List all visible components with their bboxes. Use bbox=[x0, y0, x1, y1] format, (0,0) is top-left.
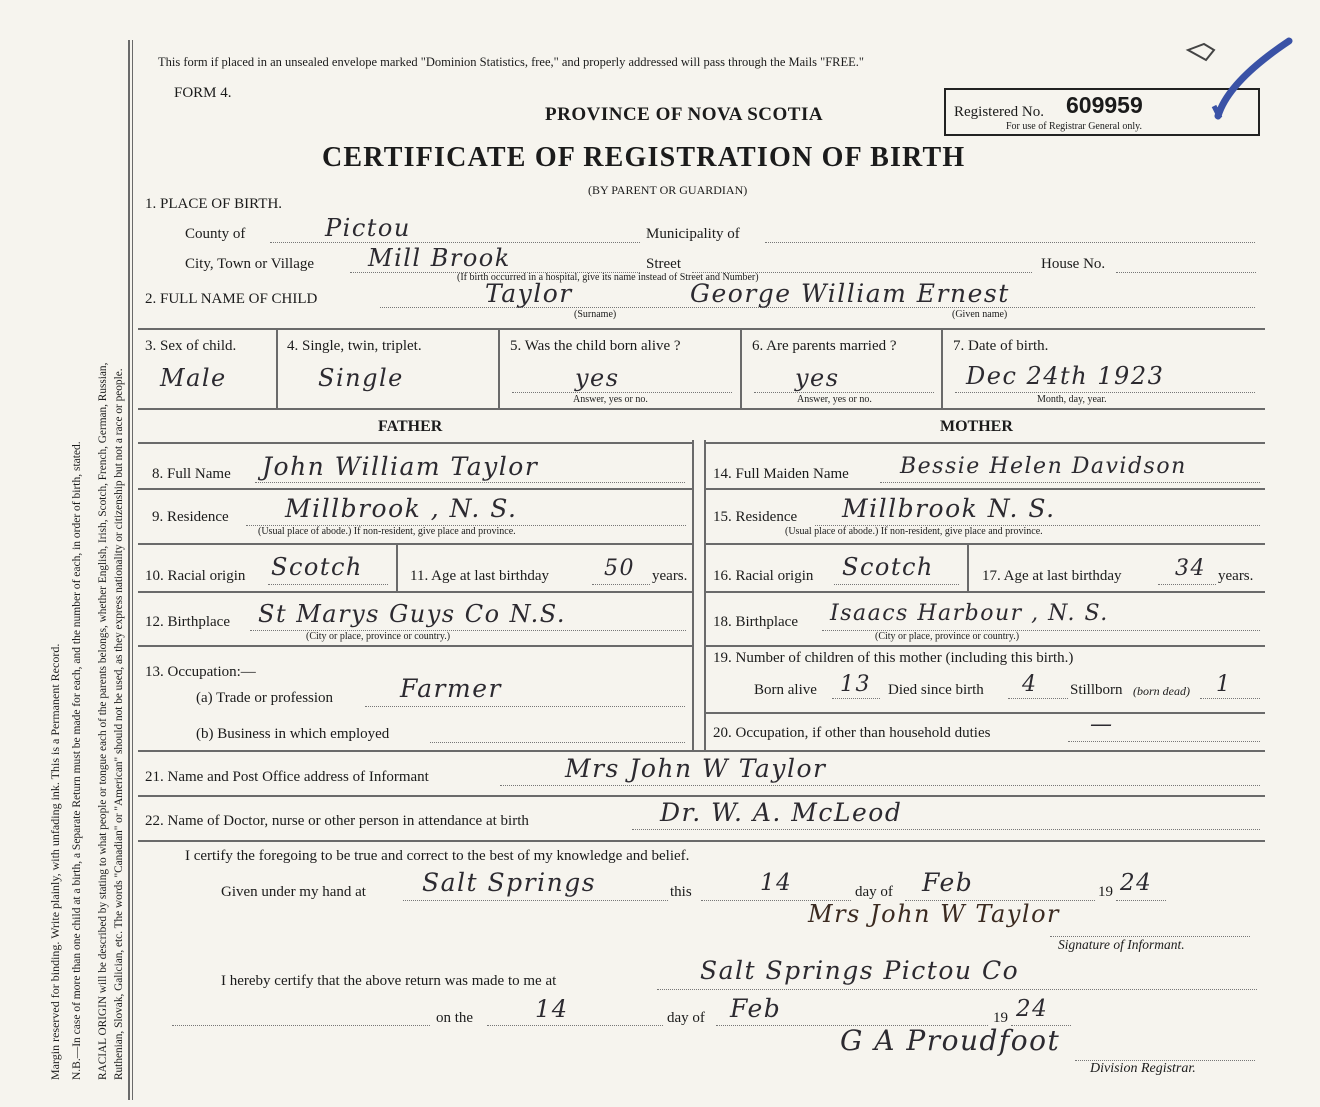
father-name-label: 8. Full Name bbox=[152, 466, 231, 482]
died-label: Died since birth bbox=[888, 682, 984, 698]
doctor-label: 22. Name of Doctor, nurse or other person in attendance at birth bbox=[145, 813, 529, 829]
certify-text: I certify the foregoing to be true and correct to the best of my knowledge and belief. bbox=[185, 848, 690, 864]
married-note: Answer, yes or no. bbox=[797, 394, 872, 405]
street-label: Street bbox=[646, 256, 681, 272]
reg-year-suffix: 24 bbox=[1016, 996, 1049, 1022]
given-day: 14 bbox=[760, 870, 793, 896]
city-label: City, Town or Village bbox=[185, 256, 315, 272]
doctor-value: Dr. W. A. McLeod bbox=[660, 798, 903, 827]
alive-value: yes bbox=[575, 364, 620, 392]
city-value: Mill Brook bbox=[368, 244, 511, 272]
year-prefix: 19 bbox=[1098, 884, 1113, 900]
margin-note-racial-1: RACIAL ORIGIN will be described by stating to what people or tongue each of the parents belongs, whether English, Irish, Scotch, French, German, Russian, bbox=[97, 362, 109, 1080]
registrar-place: Salt Springs Pictou Co bbox=[700, 956, 1020, 985]
born-alive-label: Born alive bbox=[754, 682, 817, 698]
stillborn-value: 1 bbox=[1216, 672, 1232, 697]
county-label: County of bbox=[185, 226, 246, 242]
child-surname: Taylor bbox=[485, 279, 573, 308]
registration-day: 14 bbox=[535, 995, 569, 1023]
sex-label: 3. Sex of child. bbox=[145, 338, 237, 354]
born-alive-value: 13 bbox=[840, 672, 871, 697]
margin-rule bbox=[128, 40, 130, 1100]
mother-racial: Scotch bbox=[842, 553, 934, 581]
mother-residence: Millbrook N. S. bbox=[842, 494, 1056, 523]
informant-signature-label: Signature of Informant. bbox=[1058, 937, 1185, 952]
province-title: PROVINCE OF NOVA SCOTIA bbox=[545, 104, 824, 125]
certificate-title: CERTIFICATE OF REGISTRATION OF BIRTH bbox=[322, 142, 966, 173]
margin-note-racial-2: Ruthenian, Slovak, Galician, etc. The words "Canadian" or "American" should not be used, as they express nationality or citizenship but not a race or people. bbox=[113, 368, 125, 1080]
year-suffix: 24 bbox=[1120, 870, 1153, 896]
father-heading: FATHER bbox=[378, 418, 443, 435]
mother-birthplace: Isaacs Harbour , N. S. bbox=[830, 601, 1109, 626]
alive-note: Answer, yes or no. bbox=[573, 394, 648, 405]
house-label: House No. bbox=[1041, 256, 1106, 272]
hospital-note: (If birth occurred in a hospital, give its name instead of Street and Number) bbox=[457, 272, 759, 283]
father-age: 50 bbox=[604, 556, 635, 581]
informant-label: 21. Name and Post Office address of Informant bbox=[145, 769, 429, 785]
mother-residence-note: (Usual place of abode.) If non-resident, give place and province. bbox=[785, 526, 1043, 537]
mother-occupation-value: — bbox=[1090, 712, 1114, 737]
reg-year-prefix: 19 bbox=[993, 1010, 1008, 1026]
alive-label: 5. Was the child born alive ? bbox=[510, 338, 681, 354]
dob-value: Dec 24th 1923 bbox=[966, 362, 1165, 390]
this-label: this bbox=[670, 884, 692, 900]
mother-age-label: 17. Age at last birthday bbox=[982, 568, 1122, 584]
mother-residence-label: 15. Residence bbox=[713, 509, 798, 525]
day-of-label: day of bbox=[855, 884, 893, 900]
business-label: (b) Business in which employed bbox=[196, 726, 390, 742]
father-name: John William Taylor bbox=[262, 452, 539, 481]
father-birthplace: St Marys Guys Co N.S. bbox=[258, 600, 566, 628]
father-residence-label: 9. Residence bbox=[152, 509, 229, 525]
given-note: (Given name) bbox=[952, 309, 1008, 320]
mother-birthplace-note: (City or place, province or country.) bbox=[875, 631, 1020, 642]
registrar-note: For use of Registrar General only. bbox=[1006, 121, 1142, 132]
reg-day-of-label: day of bbox=[667, 1010, 705, 1026]
father-years: years. bbox=[652, 568, 688, 584]
father-birthplace-label: 12. Birthplace bbox=[145, 614, 230, 630]
registrar-certify-text: I hereby certify that the above return was made to me at bbox=[221, 973, 557, 989]
registered-label: Registered No. bbox=[954, 104, 1044, 120]
municipality-label: Municipality of bbox=[646, 226, 740, 242]
county-value: Pictou bbox=[325, 214, 411, 242]
mother-birthplace-label: 18. Birthplace bbox=[713, 614, 798, 630]
children-count-label: 19. Number of children of this mother (including this birth.) bbox=[713, 650, 1074, 666]
mail-note: This form if placed in an unsealed envelope marked "Dominion Statistics, free," and properly addressed will pass through the Mails "FREE." bbox=[158, 55, 865, 69]
married-label: 6. Are parents married ? bbox=[752, 338, 897, 354]
trade-value: Farmer bbox=[400, 674, 502, 703]
stillborn-note: (born dead) bbox=[1133, 684, 1190, 698]
died-value: 4 bbox=[1022, 672, 1038, 697]
mother-name: Bessie Helen Davidson bbox=[900, 454, 1187, 479]
given-under-label: Given under my hand at bbox=[221, 884, 366, 900]
dob-note: Month, day, year. bbox=[1037, 394, 1107, 405]
stillborn-label: Stillborn bbox=[1070, 682, 1123, 698]
child-given-name: George William Ernest bbox=[690, 279, 1010, 308]
form-number: FORM 4. bbox=[174, 85, 232, 101]
dob-label: 7. Date of birth. bbox=[953, 338, 1049, 354]
registration-month: Feb bbox=[730, 994, 782, 1023]
checkmark-stamp bbox=[1184, 36, 1294, 120]
margin-note-nb: N.B.—In case of more than one child at a birth, a Separate Return must be made for each, and the number of each, in order of birth, stated. bbox=[71, 441, 83, 1080]
trade-label: (a) Trade or profession bbox=[196, 690, 334, 706]
married-value: yes bbox=[795, 364, 840, 392]
registrar-signature: G A Proudfoot bbox=[840, 1024, 1061, 1057]
margin-rule-inner bbox=[132, 40, 133, 1100]
mother-occupation-label: 20. Occupation, if other than household duties bbox=[713, 725, 991, 741]
plurality-label: 4. Single, twin, triplet. bbox=[287, 338, 422, 354]
father-residence-note: (Usual place of abode.) If non-resident, give place and province. bbox=[258, 526, 516, 537]
occupation-label: 13. Occupation:— bbox=[145, 664, 256, 680]
father-residence: Millbrook , N. S. bbox=[285, 494, 518, 523]
given-month: Feb bbox=[922, 868, 974, 897]
margin-note-binding: Margin reserved for binding. Write plainly, with unfading ink. This is a Permanent Record. bbox=[48, 643, 62, 1080]
place-of-birth-heading: 1. PLACE OF BIRTH. bbox=[145, 196, 283, 212]
registered-number: 609959 bbox=[1066, 92, 1143, 118]
informant-value: Mrs John W Taylor bbox=[565, 754, 827, 783]
sex-value: Male bbox=[160, 364, 227, 392]
on-the-label: on the bbox=[436, 1010, 474, 1026]
given-place: Salt Springs bbox=[422, 868, 597, 897]
informant-signature: Mrs John W Taylor bbox=[808, 900, 1061, 928]
mother-age: 34 bbox=[1175, 556, 1206, 581]
child-name-label: 2. FULL NAME OF CHILD bbox=[145, 291, 318, 307]
mother-years: years. bbox=[1218, 568, 1254, 584]
surname-note: (Surname) bbox=[574, 309, 617, 320]
certificate-subtitle: (BY PARENT OR GUARDIAN) bbox=[588, 183, 748, 197]
mother-heading: MOTHER bbox=[940, 418, 1013, 435]
mother-racial-label: 16. Racial origin bbox=[713, 568, 814, 584]
registrar-signature-label: Division Registrar. bbox=[1090, 1061, 1196, 1076]
father-racial-label: 10. Racial origin bbox=[145, 568, 246, 584]
father-age-label: 11. Age at last birthday bbox=[410, 568, 549, 584]
mother-name-label: 14. Full Maiden Name bbox=[713, 466, 849, 482]
father-racial: Scotch bbox=[271, 553, 363, 581]
plurality-value: Single bbox=[318, 364, 404, 392]
father-birthplace-note: (City or place, province or country.) bbox=[306, 631, 451, 642]
